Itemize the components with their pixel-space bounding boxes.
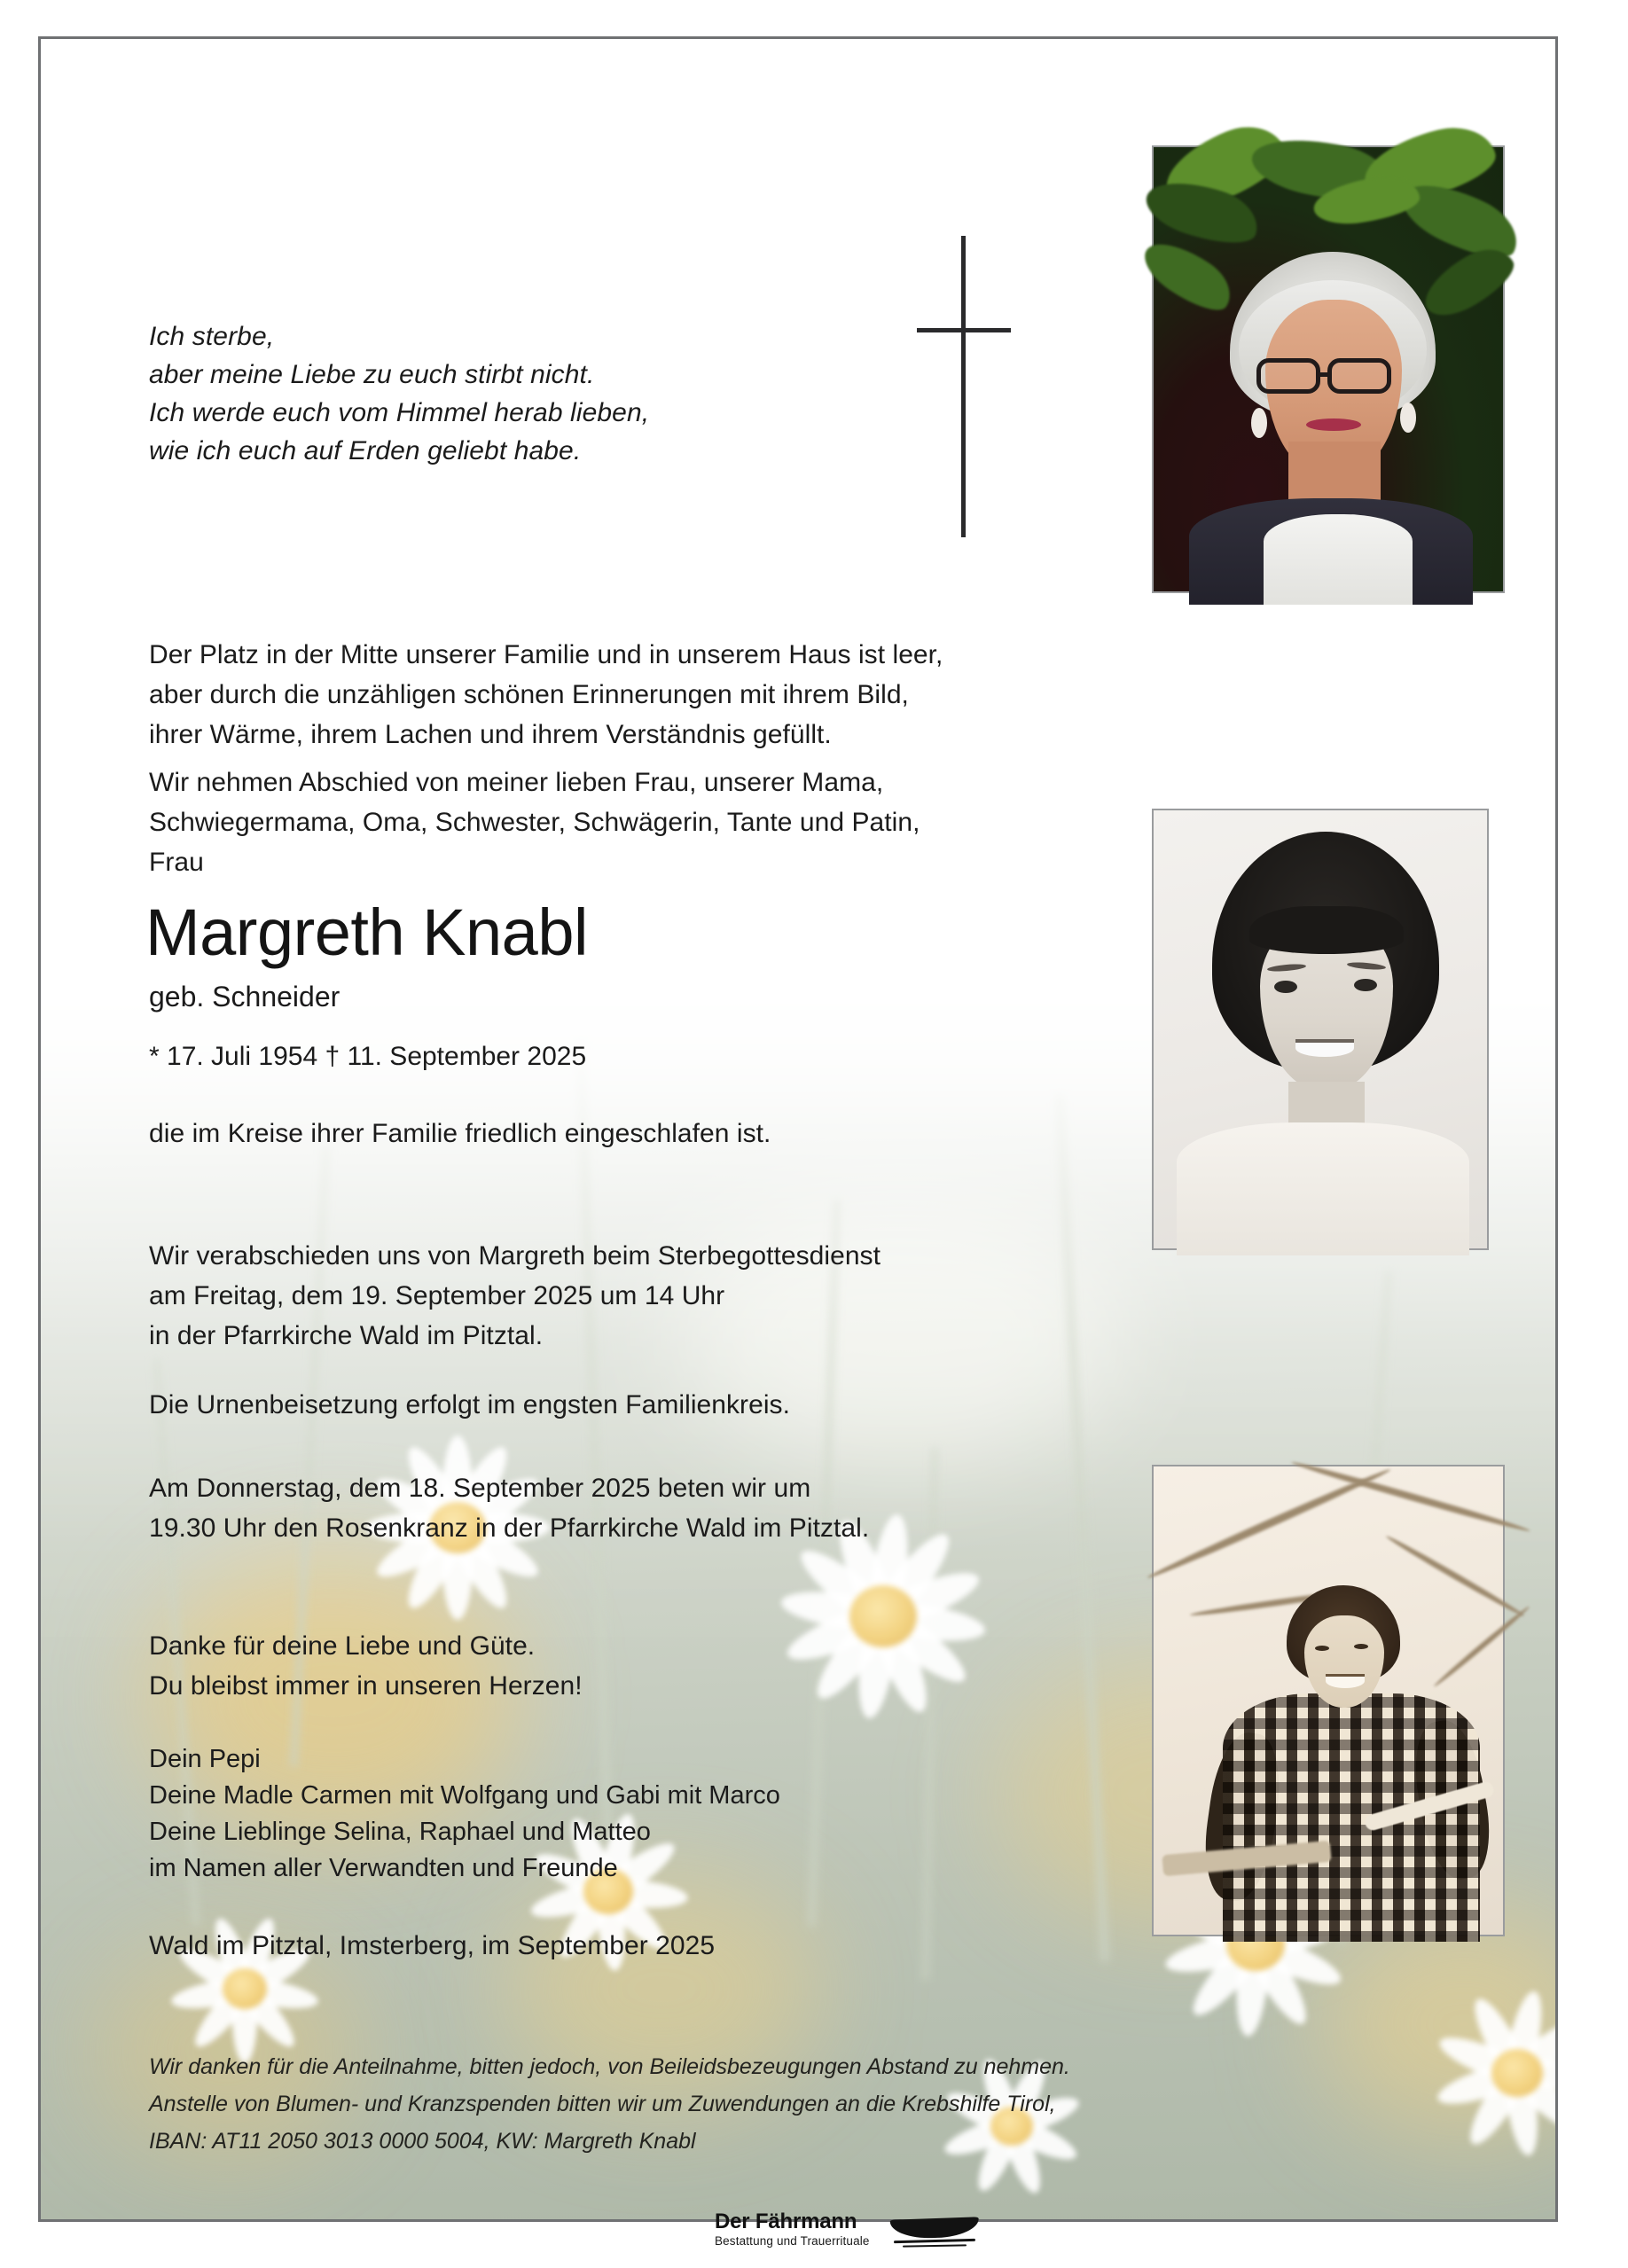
farewell-line-1: Wir nehmen Abschied von meiner lieben Frau, unserer Mama, [149, 768, 884, 797]
verse-line-1: Ich sterbe, [149, 322, 275, 351]
service-line-3: in der Pfarrkirche Wald im Pitztal. [149, 1321, 544, 1350]
intro-paragraph [149, 635, 1071, 755]
birth-death-dates: * 17. Juli 1954 † 11. September 2025 [149, 1042, 587, 1071]
footnote-line-3: IBAN: AT11 2050 3013 0000 5004, KW: Margreth Knabl [149, 2129, 696, 2154]
thanks-line-2: Du bleibst immer in unseren Herzen! [149, 1671, 583, 1701]
portrait-photo-child [1152, 1465, 1505, 1936]
rosary-line-2: 19.30 Uhr den Rosenkranz in der Pfarrkirche Wald im Pitztal. [149, 1513, 870, 1543]
farewell-paragraph [149, 763, 1071, 882]
thanks-line-1: Danke für deine Liebe und Güte. [149, 1631, 536, 1661]
boat-icon [888, 2215, 981, 2252]
deceased-name: Margreth Knabl [145, 895, 588, 969]
portrait-photo-young [1152, 809, 1489, 1250]
footnote-line-2: Anstelle von Blumen- und Kranzspenden bitten wir um Zuwendungen an die Krebshilfe Tirol, [149, 2092, 1056, 2116]
funeral-home-logo [715, 2209, 981, 2268]
thanks-message [149, 1626, 1107, 1706]
verse-line-3: Ich werde euch vom Himmel herab lieben, [149, 398, 650, 427]
farewell-line-2: Schwiegermama, Oma, Schwester, Schwägerin, Tante und Patin, [149, 808, 920, 837]
passing-statement: die im Kreise ihrer Familie friedlich eingeschlafen ist. [149, 1119, 771, 1148]
intro-line-3: ihrer Wärme, ihrem Lachen und ihrem Verständnis gefüllt. [149, 720, 832, 749]
verse-line-2: aber meine Liebe zu euch stirbt nicht. [149, 360, 595, 389]
intro-line-1: Der Platz in der Mitte unserer Familie und in unserem Haus ist leer, [149, 640, 943, 669]
rosary-details [149, 1468, 1107, 1548]
service-line-1: Wir verabschieden uns von Margreth beim Sterbegottesdienst [149, 1241, 881, 1271]
intro-line-2: aber durch die unzähligen schönen Erinnerungen mit ihrem Bild, [149, 680, 909, 709]
footnote-line-1: Wir danken für die Anteilnahme, bitten jedoch, von Beileidsbezeugungen Abstand zu nehmen. [149, 2054, 1070, 2079]
portrait-photo-recent [1152, 145, 1505, 593]
verse-line-4: wie ich euch auf Erden geliebt habe. [149, 436, 582, 465]
logo-subtitle: Bestattung und Trauerrituale [715, 2234, 870, 2248]
family-line-2: Deine Madle Carmen mit Wolfgang und Gabi mit Marco [149, 1781, 780, 1810]
place-and-date: Wald im Pitztal, Imsterberg, im September 2025 [149, 1931, 716, 1960]
family-line-1: Dein Pepi [149, 1745, 261, 1773]
urn-burial-note: Die Urnenbeisetzung erfolgt im engsten Familienkreis. [149, 1390, 790, 1419]
service-line-2: am Freitag, dem 19. September 2025 um 14 Uhr [149, 1281, 725, 1310]
rosary-line-1: Am Donnerstag, dem 18. September 2025 beten wir um [149, 1474, 811, 1503]
family-line-3: Deine Lieblinge Selina, Raphael und Matteo [149, 1818, 651, 1846]
memorial-verse [149, 317, 805, 470]
christian-cross-icon [905, 236, 1021, 537]
service-details [149, 1236, 1107, 1356]
farewell-line-3: Frau [149, 848, 204, 877]
family-signatures [149, 1741, 1107, 1887]
logo-company-name: Der Fährmann [715, 2209, 857, 2233]
card-frame [38, 36, 1558, 2248]
footnote-notice [149, 2048, 1302, 2160]
deceased-maiden-name: geb. Schneider [149, 981, 340, 1013]
family-line-4: im Namen aller Verwandten und Freunde [149, 1854, 618, 1882]
